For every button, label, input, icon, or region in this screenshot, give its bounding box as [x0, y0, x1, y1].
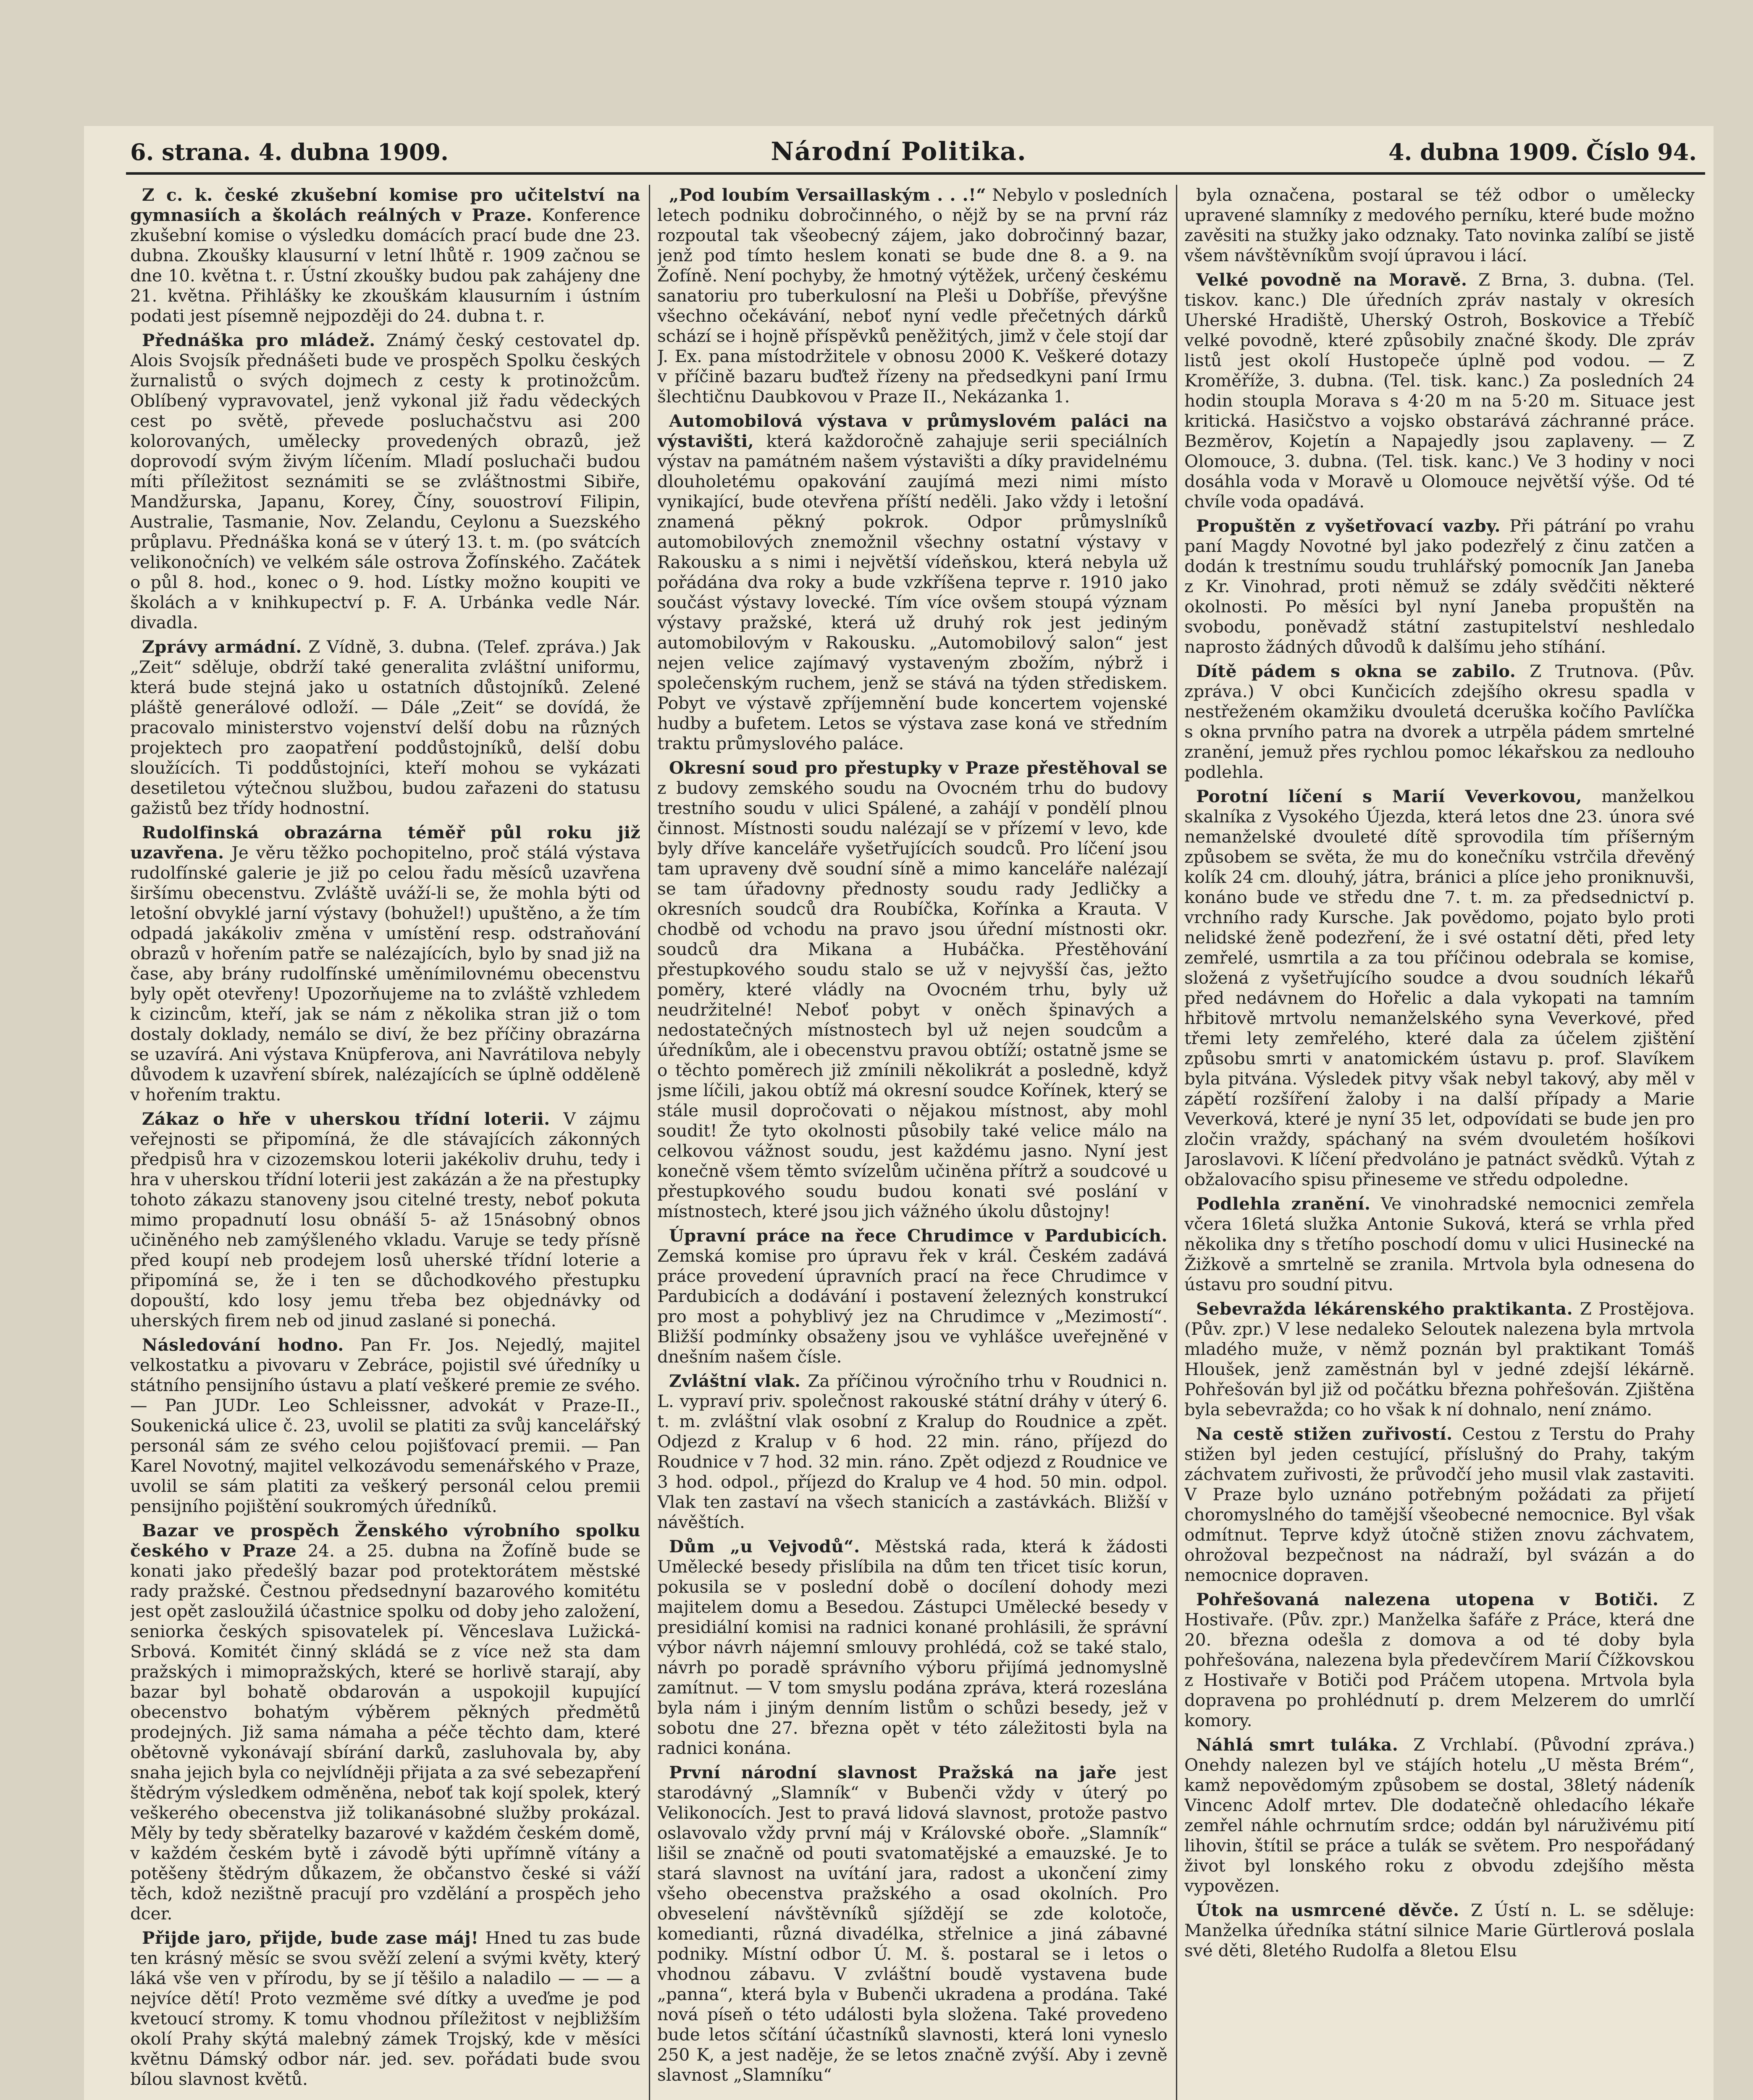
article [1184, 185, 1695, 265]
column-1 [130, 185, 640, 2100]
article-text: Při pátrání po vrahu paní Magdy Novotné byl jako podezřelý z činu zatčen a dodán k trestnímu soudu truhlářský pomocník Jan Janeba z Kr. Vinohrad, proti němuž se zdály svědčiti některé okolnosti. Po měsíci byl nyní Janeba propuštěn na svobodu, poněvadž státní zastupitelství neshledalo naprosto žádných důvodů k dalšímu jeho stíhání. [1184, 516, 1695, 657]
article [657, 1371, 1168, 1532]
article-text: Ve vinohradské nemocnici zemřela včera 16letá služka Antonie Suková, která se vrhla před několika dny s třetího poschodí domu v ulici Husinecké na Žižkově a smrtelně se zranila. Mrtvola byla odnesena do ústavu pro soudní pitvu. [1184, 1194, 1695, 1294]
article-text: Nebylo v posledních letech podniku dobročinného, o nějž by se na první ráz rozpoutal tak všeobecný zájem, jako dobročinný bazar, jenž pod tímto heslem konati se bude dne 8. a 9. na Žofíně. Není pochyby, že hmotný výtěžek, určený českému sanatoriu pro tuberkulosní na Pleši u Dobříše, převýšne všechno očekávání, neboť nyní vedle přečetných dárků schází se i hojně příspěvků peněžitých, jimž v čele stojí dar J. Ex. pana místodržitele v obnosu 2000 K. Veškeré dotazy v příčině bazaru buďtež řízeny na předsedkyni paní Irmu šlechtičnu Daubkovou v Praze II., Nekázanka 1. [657, 185, 1168, 407]
header-issue-date: 4. dubna 1909. Číslo 94. [1388, 139, 1697, 165]
article [657, 1226, 1168, 1367]
article-title: Útok na usmrcené děvče. [1196, 1900, 1459, 1920]
article-text: byla označena, postaral se též odbor o umělecky upravené slamníky z medového perníku, které bude možno zavěsiti na stužky jako odznaky. Tato novinka zalíbí se jistě všem návštěvníkům svojí úpravou i lácí. [1184, 185, 1695, 265]
article [1184, 661, 1695, 782]
article [1184, 786, 1695, 1189]
article-title: Dítě pádem s okna se zabilo. [1196, 661, 1516, 681]
article-text: Z Prostějova. (Pův. zpr.) V lese nedaleko Seloutek nalezena byla mrtvola mladého muže, v němž poznán byl praktikant Tomáš Hloušek, jenž zaměstnán byl v jedné zdejší lékárně. Pohřešován byl již od počátku března pohřešován. Zjištěna byla sebevražda; co ho však k ní dohnalo, není známo. [1184, 1299, 1695, 1420]
article [1184, 1299, 1695, 1420]
article-text: Z Vrchlabí. (Původní zpráva.) Onehdy nalezen byl ve stájích hotelu „U města Brém“, kamž nepovědomým způsobem se dostal, 38letý nádeník Vincenc Adolf mrtev. Dle dodatečně ohledacího lékaře zemřel náhle ochrnutím srdce; oddán byl náruživému pití lihovin, štítil se práce a tulák se světem. Pro nespořádaný život byl lonského roku z obvodu zdejšího města vypovězen. [1184, 1735, 1695, 1896]
article [1184, 1735, 1695, 1896]
article-text: Cestou z Terstu do Prahy stižen byl jeden cestující, příslušný do Prahy, takým záchvatem zuřivosti, že průvodčí jeho musil vlak zastaviti. V Praze bylo uznáno potřebným požádati za přijetí choromyslného do tamější všeobecné nemocnice. Byl však odmítnut. Teprve když útočně stižen znovu záchvatem, ohrožoval bezpečnost na nádraží, byl svázán a do nemocnice dopraven. [1184, 1424, 1695, 1585]
column-3 [1184, 185, 1695, 2100]
header-page-date: 6. strana. 4. dubna 1909. [130, 139, 449, 165]
article [1184, 516, 1695, 657]
article-text: Městská rada, která k žádosti Umělecké besedy přislíbila na dům ten třicet tisíc korun, pokusila se v poslední době o docílení dohody mezi majitelem domu a Besedou. Zástupci Umělecké besedy v presidiální komisi na radnici konané prohlásili, že správní výbor návrh nájemní smlouvy prohlédá, což se také stalo, návrh po poradě správního výboru přijímá jednomyslně zamítnut. — V tom smyslu podána zpráva, která rozeslána byla nám i jiným denním listům o schůzi besedy, jež v sobotu dne 27. března opět v této záležitosti byla na radnici konána. [657, 1536, 1168, 1758]
header-rule [126, 172, 1705, 175]
article-text: Pan Fr. Jos. Nejedlý, majitel velkostatku a pivovaru v Zebráce, pojistil své úředníky u státního pensijního ústavu a platí veškeré premie ze svého. — Pan JUDr. Leo Schleissner, advokát v Praze-II., Soukenická ulice č. 23, uvolil se platiti za svůj kancelářský personál sám ze svého celou pojišťovací premii. — Pan Karel Novotný, majitel velkozávodu semenářského v Praze, uvolil se sám platiti za veškerý personál celou premii pensijního pojištění soukromých úředníků. [130, 1335, 640, 1516]
article-title: Na cestě stižen zuřivostí. [1196, 1424, 1453, 1444]
article [1184, 1900, 1695, 1961]
article-title: Podlehla zranění. [1196, 1194, 1371, 1214]
article [1184, 1424, 1695, 1585]
article-title: „Pod loubím Versaillaským . . .!“ [669, 185, 987, 205]
article [657, 1536, 1168, 1758]
article [657, 1762, 1168, 2085]
column-2 [657, 185, 1168, 2100]
article-title: Dům „u Vejvodů“. [669, 1536, 860, 1557]
column-divider [1176, 185, 1177, 2100]
article-text: Známý český cestovatel dp. Alois Svojsík přednášeti bude ve prospěch Spolku českých žurnalistů o svých dojmech z cesty k protinožcům. Oblíbený vypravovatel, jenž vykonal již řadu vědeckých cest po světě, převede posluchačstvu asi 200 kolorovaných, umělecky provedených obrazů, jež doprovodí svým živým líčením. Mladí posluchači budou míti příležitost seznámiti se se zvláštnostmi Sibiře, Mandžurska, Japanu, Korey, Číny, souostroví Filipin, Australie, Tasmanie, Nov. Zelandu, Ceylonu a Suezského průplavu. Přednáška koná se v úterý 13. t. m. (po svátcích velikonočních) ve velkém sále ostrova Žofínského. Začátek o půl 8. hod., konec o 9. hod. Lístky možno koupiti ve školách a v knihkupectví p. F. A. Urbánka vedle Nár. divadla. [130, 330, 640, 633]
article-title: Přednáška pro mládež. [142, 330, 375, 350]
article [130, 330, 640, 633]
article-title: První národní slavnost Pražská na jaře [669, 1762, 1117, 1782]
page-header [84, 134, 1714, 168]
article [130, 185, 640, 326]
article-title: Velké povodně na Moravě. [1196, 270, 1467, 290]
article-text: 24. a 25. dubna na Žofíně bude se konati jako předešlý bazar pod protektorátem městské rady pražské. Čestnou předsednyní bazarového komitétu jest opět zasloužilá účastnice spolku od doby jeho založení, seniorka českých spisovatelek pí. Věnceslava Lužická-Srbová. Komitét činný skládá se z více než sta dam pražských i mimopražských, které se horlivě starají, aby bazar byl bohatě obdarován a uspokojil kupující obecenstvo bohatým výběrem pěkných předmětů prodejných. Již sama námaha a péče těchto dam, které obětovně vykonávají sbírání darků, zasluhovala by, aby snaha jejich byla co nejvlídněji přijata a za své sebezapření štědrým výsledkem odměněna, neboť tak kojí spolek, který veškerého obecenstva již tolikanásobné služby prokázal. Měly by tedy sběratelky bazarové v každém českém domě, v každém českém bytě i závodě býti upřímně vítány a potěšeny štědrým důkazem, že občanstvo české si váží těch, kdož nezištně pracují pro vzdělání a prospěch jeho dcer. [130, 1541, 640, 1924]
article-title: Zákaz o hře v uherskou třídní loterii. [142, 1109, 550, 1129]
article-title: Bazar ve prospěch Ženského výrobního spolku českého v Praze [130, 1520, 640, 1561]
column-divider [649, 185, 650, 2100]
article-title: Automobilová výstava v průmyslovém paláci na výstavišti, [657, 411, 1168, 451]
article-text: V zájmu veřejnosti se připomíná, že dle stávajících zákonných předpisů hra v cizozemskou loterii jakékoliv druhu, tedy i hra v uherskou třídní loterii jest zakázán a že na přestupky tohoto zákazu stanoveny jsou citelné tresty, neboť pokuta mimo propadnutí losu obnáší 5- až 15násobný obnos učiněného neb zamýšleného vkladu. Varuje se tedy přísně před koupí neb prodejem losů uherské třídní loterie a připomíná se, že i ten se důchodkového přestupku dopouští, kdo losy jemu třeba bez objednávky od uherských firem neb od jinud zaslané si ponechá. [130, 1109, 640, 1331]
article-text: Zemská komise pro úpravu řek v král. Českém zadává práce provedení úpravních prací na řece Chrudimce v Pardubicích a dodávání i postavení železných konstrukcí pro most a pohyblivý jez na Chrudimce v „Mezimostí“. Bližší podmínky obsaženy jsou ve vyhlášce uveřejněné v dnešním našem čísle. [657, 1246, 1168, 1367]
article [657, 185, 1168, 407]
article-text: Hned tu zas bude ten krásný měsíc se svou svěží zelení a svými květy, který láká vše ven v přírodu, by se jí těšilo a naladilo — — — a nejvíce dětí! Proto vezměme své dítky a uveďme je pod kvetoucí stromy. K tomu vhodnou příležitost v nejbližším okolí Prahy skýtá malebný zámek Trojský, kde v měsíci květnu Dámský odbor nár. jed. sev. pořádati bude svou bílou slavnost květů. [130, 1928, 640, 2089]
article-text: Konference zkušební komise o výsledku domácích prací bude dne 23. dubna. Zkoušky klausurní v letní lhůtě r. 1909 začnou se dne 10. května t. r. Ústní zkoušky budou pak zahájeny dne 21. května. Přihlášky ke zkouškám klausurním i ústním podati jest písemně nejpozději do 24. dubna t. r. [130, 205, 640, 326]
article-text: Je věru těžko pochopitelno, proč stálá výstava rudolfínské galerie je již po celou řadu měsíců uzavřena širšímu obecenstvu. Zvláště uváží-li se, že mohla býti od letošní obvyklé jarní výstavy (bohužel!) upuštěno, a že tím odpadá jakákoliv změna v umístění resp. odstraňování obrazů v hořením patře se nalézajících, bylo by snad již na čase, aby brány rudolfínské uměnímilovnému obecenstvu byly opět otevřeny! Upozorňujeme na to zvláště vzhledem k cizincům, kteří, jak se nám z několika stran již o tom dostaly doklady, nemálo se diví, že bez příčiny obrazárna se uzavírá. Ani výstava Knüpferova, ani Navrátilova nebyly důvodem k uzavření sbírek, nalézajících se úplně odděleně v hořením traktu. [130, 843, 640, 1105]
article [130, 1520, 640, 1924]
article-title: Pohřešovaná nalezena utopena v Botiči. [1196, 1589, 1659, 1609]
article-title: Zvláštní vlak. [669, 1371, 801, 1391]
article-title: Zprávy armádní. [142, 637, 302, 657]
article-title: Úpravní práce na řece Chrudimce v Pardubicích. [669, 1226, 1168, 1246]
article [130, 637, 640, 818]
article [130, 1109, 640, 1331]
article-text: manželkou skalníka z Vysokého Újezda, která letos dne 23. února své nemanželské dvouleté dítě sprovodila tím příšerným způsobem se světa, že mu do konečníku vstrčila dřevěný kolík 24 cm. dlouhý, játra, bránici a plíce jeho proniknuvši, konáno bude ve středu dne 7. t. m. za předsednictví p. vrchního rady Kursche. Jak povědomo, pojato bylo proti nelidské ženě podezření, že i své ostatní děti, před lety zemřelé, usmrtila a za tou příčinou odebrala se komise, složená z vyšetřujícího soudce a dvou soudních lékařů před nedávnem do Hořelic a dala vykopati na tamním hřbitově mrtvolu nemanželského syna Veverkové, před třemi lety zemřelého, které dala za účelem zjištění způsobu smrti v anatomickém ústavu p. prof. Slavíkem byla pitvána. Výsledek pitvy však nebyl takový, aby měl v zápětí rozšíření žaloby i na další případy a Marie Veverková, které je nyní 35 let, odpovídati se bude jen pro zločin vraždy, spáchaný na svém dvouletém hošíkovi Jaroslavovi. K líčení předvoláno je patnáct svědků. Výtah z obžalovacího spisu přineseme ve středu odpoledne. [1184, 786, 1695, 1189]
article [1184, 1589, 1695, 1730]
article-text: Z Hostivaře. (Pův. zpr.) Manželka šafáře z Práce, která dne 20. března odešla z domova a od té doby byla pohřešována, nalezena byla předevčírem Marií Čížkovskou z Hostivaře v Botiči pod Práčem utopena. Mrtvola byla dopravena po prohlédnutí p. drem Melzerem do umrlčí komory. [1184, 1589, 1695, 1730]
article [130, 1928, 640, 2089]
newspaper-page [84, 126, 1714, 2100]
article [657, 758, 1168, 1221]
article-title: Okresní soud pro přestupky v Praze přestěhoval se [669, 758, 1168, 778]
article-text: Z Ústí n. L. se sděluje: Manželka úředníka státní silnice Marie Gürtlerová poslala své děti, 8letého Rudolfa a 8letou Elsu [1184, 1900, 1695, 1961]
article-text: Z Vídně, 3. dubna. (Telef. zpráva.) Jak „Zeit“ sděluje, obdrží také generalita zvláštní uniformu, která bude stejná jako u ostatních důstojníků. Zelené pláště generálové odloží. — Dále „Zeit“ se dovídá, že pracovalo ministerstvo vojenství delší dobu na různých projektech pro zaopatření poddůstojníků, delší dobu sloužících. Ti poddůstojníci, kteří mohou se vykázati desetiletou výtečnou službou, budou zařazeni do statusu gažistů bez třídy hodnostní. [130, 637, 640, 818]
article [1184, 270, 1695, 512]
article [130, 1335, 640, 1516]
masthead-title: Národní Politika. [771, 137, 1027, 166]
article-title: Náhlá smrt tuláka. [1196, 1735, 1399, 1755]
article-text: Z Brna, 3. dubna. (Tel. tiskov. kanc.) Dle úředních zpráv nastaly v okresích Uherské Hradiště, Uherský Ostroh, Boskovice a Třebíč velké povodně, které způsobily značné škody. Dle zpráv listů jest okolí Hustopeče úplně pod vodou. — Z Kroměříže, 3. dubna. (Tel. tisk. kanc.) Za posledních 24 hodin stoupla Morava s 4·20 m na 5·20 m. Situace jest kritická. Hasičstvo a vojsko obstarává záchranné práce. Bezměrov, Kojetín a Napajedly jsou zaplaveny. — Z Olomouce, 3. dubna. (Tel. tisk. kanc.) Ve 3 hodiny v noci dosáhla voda v Moravě u Olomouce největší výše. Od té chvíle voda opadává. [1184, 270, 1695, 512]
article-title: Rudolfinská obrazárna téměř půl roku již uzavřena. [130, 822, 640, 863]
article-title: Z c. k. české zkušební komise pro učitelství na gymnasiích a školách reálných v Praze. [130, 185, 640, 225]
article-text: z budovy zemského soudu na Ovocném trhu do budovy trestního soudu v ulici Spálené, a zahájí v pondělí plnou činnost. Místnosti soudu nalézají se v přízemí v levo, kde byly dříve kanceláře vyšetřujících soudců. Pro líčení jsou tam upraveny dvě soudní síně a mimo kanceláře nalézají se tam úřadovny přednosty soudu rady Jedličky a okresních soudců dra Roubíčka, Kořínka a Krauta. V chodbě od vchodu na pravo jsou úřední místnosti okr. soudců dra Mikana a Hubáčka. Přestěhování přestupkového soudu stalo se už v nejvyšší čas, ježto poměry, které vládly na Ovocném trhu, byly už neudržitelné! Neboť pobyt v oněch špinavých a nedostatečných místnostech byl už nejen soudcům a úředníkům, ale i obecenstvu pravou obtíží; ostatně jsme se o těchto poměrech již zmínili několikrát a posledně, když jsme líčili, jakou obtíž má okresní soudce Kořínek, který se stále musil dopročovati o nějakou místnost, aby mohl soudit! Že tyto okolnosti působily také velice málo na celkovou vážnost soudu, jest každému jasno. Nyní jest konečně všem těmto svízelům učiněna přítrž a soudcové u přestupkového soudu budou konati své poslání v místnostech, které jsou jich vážného úkolu důstojny! [657, 778, 1168, 1221]
article [657, 411, 1168, 753]
article [130, 822, 640, 1105]
article-title: Sebevražda lékárenského praktikanta. [1196, 1299, 1573, 1319]
article-text: Za příčinou výročního trhu v Roudnici n. L. vypraví priv. společnost rakouské státní dráhy v úterý 6. t. m. zvláštní vlak osobní z Kralup do Roudnice a zpět. Odjezd z Kralup v 6 hod. 22 min. ráno, příjezd do Roudnice v 7 hod. 32 min. ráno. Zpět odjezd z Roudnice ve 3 hod. odpol., příjezd do Kralup ve 4 hod. 50 min. odpol. Vlak ten zastaví na všech stanicích a zastávkách. Bližší v návěštích. [657, 1371, 1168, 1532]
article-title: Přijde jaro, přijde, bude zase máj! [142, 1928, 479, 1948]
article-title: Propuštěn z vyšetřovací vazby. [1196, 516, 1501, 536]
article-title: Následování hodno. [142, 1335, 344, 1355]
article-text: Z Trutnova. (Pův. zpráva.) V obci Kunčicích zdejšího okresu spadla v nestřeženém okamžiku dvouletá dceruška kočího Pavlíčka s okna prvního patra na dvorek a utrpěla pádem smrtelné zranění, jemuž přes rychlou pomoc lékařskou za nedlouho podlehla. [1184, 661, 1695, 782]
article-text: která každoročně zahajuje serii speciálních výstav na památném našem výstavišti a díky pravidelnému dlouholetému opakování zaujímá mezi nimi místo vynikající, bude otevřena příští neděli. Jako vždy i letošní znamená pěkný pokrok. Odpor průmyslníků automobilových znemožnil všechny ostatní výstavy v Rakousku a s nimi i největší vídeňskou, která nebyla už pořádána dva roky a bude vzkříšena teprve r. 1910 jako součást výstavy lovecké. Tím více ovšem stoupá význam výstavy pražské, která už druhý rok jest jediným automobilovým v Rakousku. „Automobilový salon“ jest nejen velice zajímavý vystaveným zbožím, nýbrž i společenským ruchem, jenž se stává na týden střediskem. Pobyt ve výstavě zpříjemnění bude koncertem vojenské hudby a bufetem. Letos se výstava zase koná ve středním traktu průmyslového paláce. [657, 431, 1168, 753]
article [1184, 1194, 1695, 1294]
article-title: Porotní líčení s Marií Veverkovou, [1196, 786, 1582, 806]
article-text: jest starodávný „Slamník“ v Bubenči vždy v úterý po Velikonocích. Jest to pravá lidová slavnost, protože pastvo oslavovalo vždy první máj v Královské oboře. „Slamník“ lišil se značně od pouti svatomatějské a emauzské. Je to stará slavnost na uvítání jara, radost a ukončení zimy všeho obecenstva pražského a osad okolních. Pro obveselení návštěvníků sjíždějí se zde kolotoče, komedianti, různá divadélka, střelnice a jiná zábavné podniky. Místní odbor Ú. M. š. postaral se i letos o vhodnou zábavu. V zvláštní boudě vystavena bude „panna“, která byla v Bubenči ukradena a prodána. Také nová píseň o této události byla složena. Také provedeno bude letos sčítání účastníků slavnosti, která loni vyneslo 250 K, a jest naděje, že se letos značně zvýší. Aby i zevně slavnost „Slamníku“ [657, 1762, 1168, 2085]
